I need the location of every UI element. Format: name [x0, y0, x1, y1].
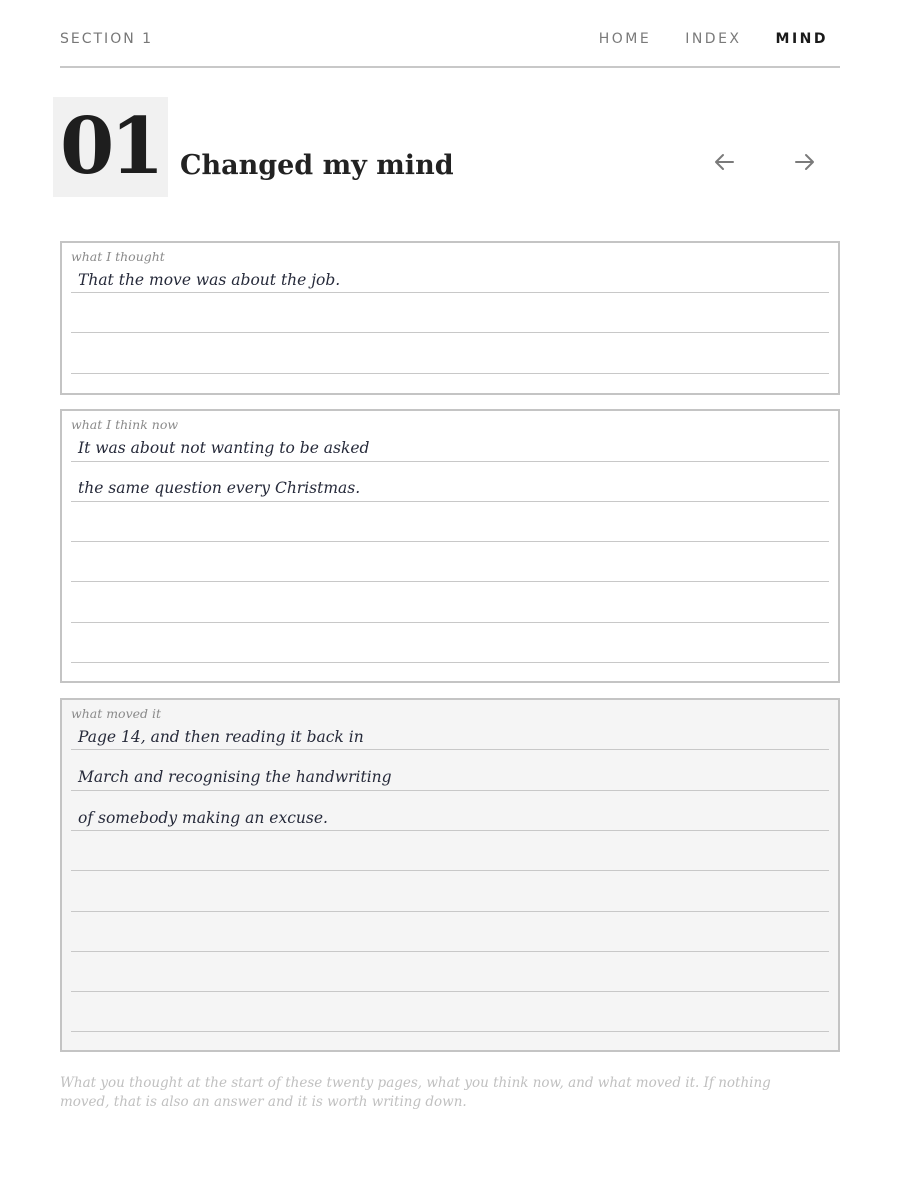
ruled-line [71, 501, 829, 502]
ruled-line [71, 332, 829, 333]
ruled-line [71, 951, 829, 952]
ruled-line [71, 373, 829, 374]
footnote: What you thought at the start of these twenty pages, what you think now, and what moved it. If nothing moved, that is also an answer and it is worth writing down. [60, 1075, 771, 1110]
entry-label: what I think now [71, 417, 179, 432]
handwritten-line: of somebody making an excuse. [78, 809, 328, 827]
ruled-line [71, 461, 829, 462]
ruled-line [71, 830, 829, 831]
entry-what-i-think-now[interactable] [60, 409, 840, 683]
ruled-line [71, 870, 829, 871]
ruled-line [71, 790, 829, 791]
section-label: SECTION 1 [60, 31, 154, 47]
top-nav [599, 31, 828, 47]
ruled-line [71, 581, 829, 582]
handwritten-line: It was about not wanting to be asked [78, 439, 370, 457]
handwritten-line: Page 14, and then reading it back in [78, 728, 364, 746]
page-number-box [53, 97, 168, 197]
handwritten-line: March and recognising the handwriting [78, 768, 392, 786]
ruled-line [71, 622, 829, 623]
ruled-line [71, 662, 829, 663]
nav-link-index[interactable]: INDEX [685, 31, 742, 47]
page-title: Changed my mind [180, 150, 454, 181]
entry-label: what moved it [71, 706, 162, 721]
nav-link-mind[interactable]: MIND [775, 31, 828, 47]
arrow-right-icon [793, 152, 817, 172]
nav-link-home[interactable]: HOME [598, 31, 652, 47]
entry-label: what I thought [71, 249, 165, 264]
next-page-button[interactable] [788, 146, 822, 178]
ruled-line [71, 911, 829, 912]
ruled-line [71, 749, 829, 750]
entry-what-moved-it[interactable] [60, 698, 840, 1052]
handwritten-line: the same question every Christmas. [78, 479, 361, 497]
page-number: 01 [60, 101, 161, 192]
ruled-line [71, 1031, 829, 1032]
previous-page-button[interactable] [707, 146, 741, 178]
ruled-line [71, 541, 829, 542]
ruled-line [71, 292, 829, 293]
entry-what-i-thought[interactable] [60, 241, 840, 395]
handwritten-line: That the move was about the job. [78, 271, 341, 289]
top-bar [60, 28, 840, 68]
arrow-left-icon [712, 152, 736, 172]
ruled-line [71, 991, 829, 992]
